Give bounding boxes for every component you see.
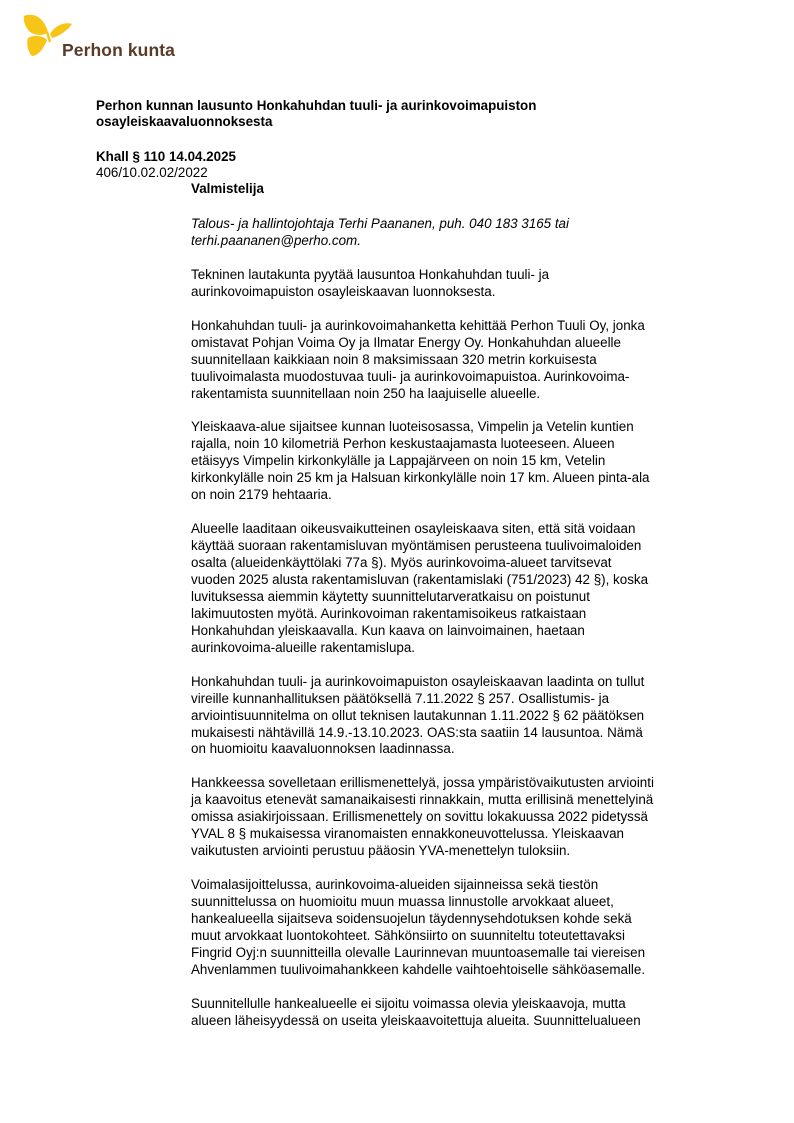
text-line: Alueelle laaditaan oikeusvaikutteinen osayleiskaava siten, että sitä voidaan bbox=[191, 521, 636, 537]
text-line: YVAL 8 § mukaisessa viranomaisten ennakkoneuvottelussa. Yleiskaavan bbox=[191, 826, 624, 842]
text-line: Tekninen lautakunta pyytää lausuntoa Honkahuhdan tuuli- ja bbox=[191, 266, 550, 282]
text-line: ja kaavoitus etenevät samanaikaisesti rinnakkain, mutta erillisinä menettelyinä bbox=[191, 792, 654, 808]
text-line: Suunnitellulle hankealueelle ei sijoitu voimassa olevia yleiskaavoja, mutta bbox=[191, 995, 626, 1011]
text-line: Honkahuhdan tuuli- ja aurinkovoimahanketta kehittää Perhon Tuuli Oy, jonka bbox=[191, 317, 645, 333]
paragraph bbox=[191, 419, 701, 504]
text-line: muut arvokkaat luontokohteet. Sähkönsiirto on suunniteltu toteutettavaksi bbox=[191, 927, 625, 943]
text-line: arviointisuunnitelma on ollut teknisen lautakunnan 1.11.2022 § 62 päätöksen bbox=[191, 707, 645, 723]
text-line: omistavat Pohjan Voima Oy ja Ilmatar Energy Oy. Honkahuhdan alueelle bbox=[191, 334, 621, 350]
text-line: Honkahuhdan tuuli- ja aurinkovoimapuiston osayleiskaavan laadinta on tullut bbox=[191, 673, 645, 689]
text-line: Yleiskaava-alue sijaitsee kunnan luoteisosassa, Vimpelin ja Vetelin kuntien bbox=[191, 419, 634, 435]
text-line: hankealueella sijaitseva soidensuojelun täydennysehdotuksen kohde sekä bbox=[191, 910, 632, 926]
text-line: aurinkovoimapuiston osayleiskaavan luonnoksesta. bbox=[191, 283, 496, 299]
perhon-kunta-logo bbox=[20, 12, 220, 62]
text-line: osalta (alueidenkäyttölaki 77a §). Myös aurinkovoima-alueet tarvitsevat bbox=[191, 555, 612, 570]
text-line: omissa asiakirjoissaan. Erillismenettely on sovittu lokakuussa 2022 pidetyssä bbox=[191, 809, 648, 825]
title-line: osayleiskaavaluonnoksesta bbox=[96, 114, 273, 129]
text-line: käyttää suoraan rakentamisluvan myöntämisen perusteena tuulivoimaloiden bbox=[191, 538, 642, 554]
text-line: on noin 2179 hehtaaria. bbox=[191, 487, 332, 503]
text-line: vuoden 2025 alusta rakentamisluvan (rakentamislaki (751/2023) 42 §), koska bbox=[191, 571, 649, 587]
text-line: Honkahuhdan yleiskaavalla. Kun kaava on lainvoimainen, haetaan bbox=[191, 622, 585, 638]
paragraph bbox=[191, 267, 701, 301]
paragraph bbox=[191, 674, 701, 759]
paragraph bbox=[191, 775, 701, 860]
text-line: luvituksessa aiemmin käytetty suunnittelutarveratkaisu on poistunut bbox=[191, 588, 590, 604]
text-line: lakimuutosten myötä. Aurinkovoiman rakentamisoikeus ratkaistaan bbox=[191, 605, 587, 621]
text-line: etäisyys Vimpelin kirkonkylälle ja Lappajärveen on noin 15 km, Vetelin bbox=[191, 453, 606, 469]
text-line: kirkonkylälle noin 25 km ja Halsuan kirkonkylälle noin 17 km. Alueen pinta-ala bbox=[191, 470, 650, 486]
paragraphs bbox=[191, 267, 701, 1030]
document-body bbox=[191, 216, 701, 1047]
title-line: Perhon kunnan lausunto Honkahuhdan tuuli- ja aurinkovoimapuiston bbox=[96, 98, 537, 113]
text-line: vireille kunnanhallituksen päätöksellä 7.11.2022 § 257. Osallistumis- ja bbox=[191, 690, 610, 706]
text-line: suunnitellaan kaikkiaan noin 8 maksimissaan 320 metrin korkuisesta bbox=[191, 351, 597, 367]
meeting-reference: Khall § 110 14.04.2025 bbox=[96, 149, 236, 164]
text-line: Hankkeessa sovelletaan erillismenettelyä, jossa ympäristövaikutusten arviointi bbox=[191, 775, 654, 791]
diary-number: 406/10.02.02/2022 bbox=[96, 165, 208, 180]
text-line: Ahvenlammen tuulivoimahankkeen kahdelle vaihtoehtoiselle sähköasemalle. bbox=[191, 961, 646, 977]
preparer-heading: Valmistelija bbox=[191, 181, 264, 196]
org-name: Perhon kunta bbox=[62, 40, 176, 60]
paragraph bbox=[191, 521, 701, 657]
text-line: mukaisesti nähtävillä 14.9.-13.10.2023. OAS:sta saatiin 14 lausuntoa. Nämä bbox=[191, 724, 643, 740]
preparer-contact bbox=[191, 216, 701, 250]
text-line: Talous- ja hallintojohtaja Terhi Paananen, puh. 040 183 3165 tai bbox=[191, 216, 569, 231]
paragraph bbox=[191, 318, 701, 403]
text-line: rakentamista suunnitellaan noin 250 ha laajuiselle alueelle. bbox=[191, 385, 541, 401]
text-line: vaikutusten arviointi perustuu pääosin YVA-menettelyn tuloksiin. bbox=[191, 843, 571, 859]
paragraph bbox=[191, 996, 701, 1030]
text-line: suunnittelussa on huomioitu muun muassa linnustolle arvokkaat alueet, bbox=[191, 894, 614, 910]
text-line: tuulivoimalasta muodostuvaa tuuli- ja aurinkovoimapuistoa. Aurinkovoima- bbox=[191, 368, 630, 384]
text-line: rajalla, noin 10 kilometriä Perhon keskustaajamasta luoteeseen. Alueen bbox=[191, 436, 615, 452]
text-line: Voimalasijoittelussa, aurinkovoima-alueiden sijainneissa sekä tiestön bbox=[191, 877, 599, 893]
text-line: terhi.paananen@perho.com. bbox=[191, 232, 361, 248]
text-line: aurinkovoima-alueille rakentamislupa. bbox=[191, 639, 416, 655]
text-line: Fingrid Oyj:n suunnitteilla olevalle Laurinnevan muuntoasemalle tai viereisen bbox=[191, 944, 646, 960]
text-line: alueen läheisyydessä on useita yleiskaavoitettuja alueita. Suunnittelualueen bbox=[191, 1012, 641, 1028]
text-line: on huomioitu kaavaluonnoksen laadinnassa. bbox=[191, 741, 455, 757]
paragraph bbox=[191, 877, 701, 979]
document-title bbox=[96, 98, 696, 130]
